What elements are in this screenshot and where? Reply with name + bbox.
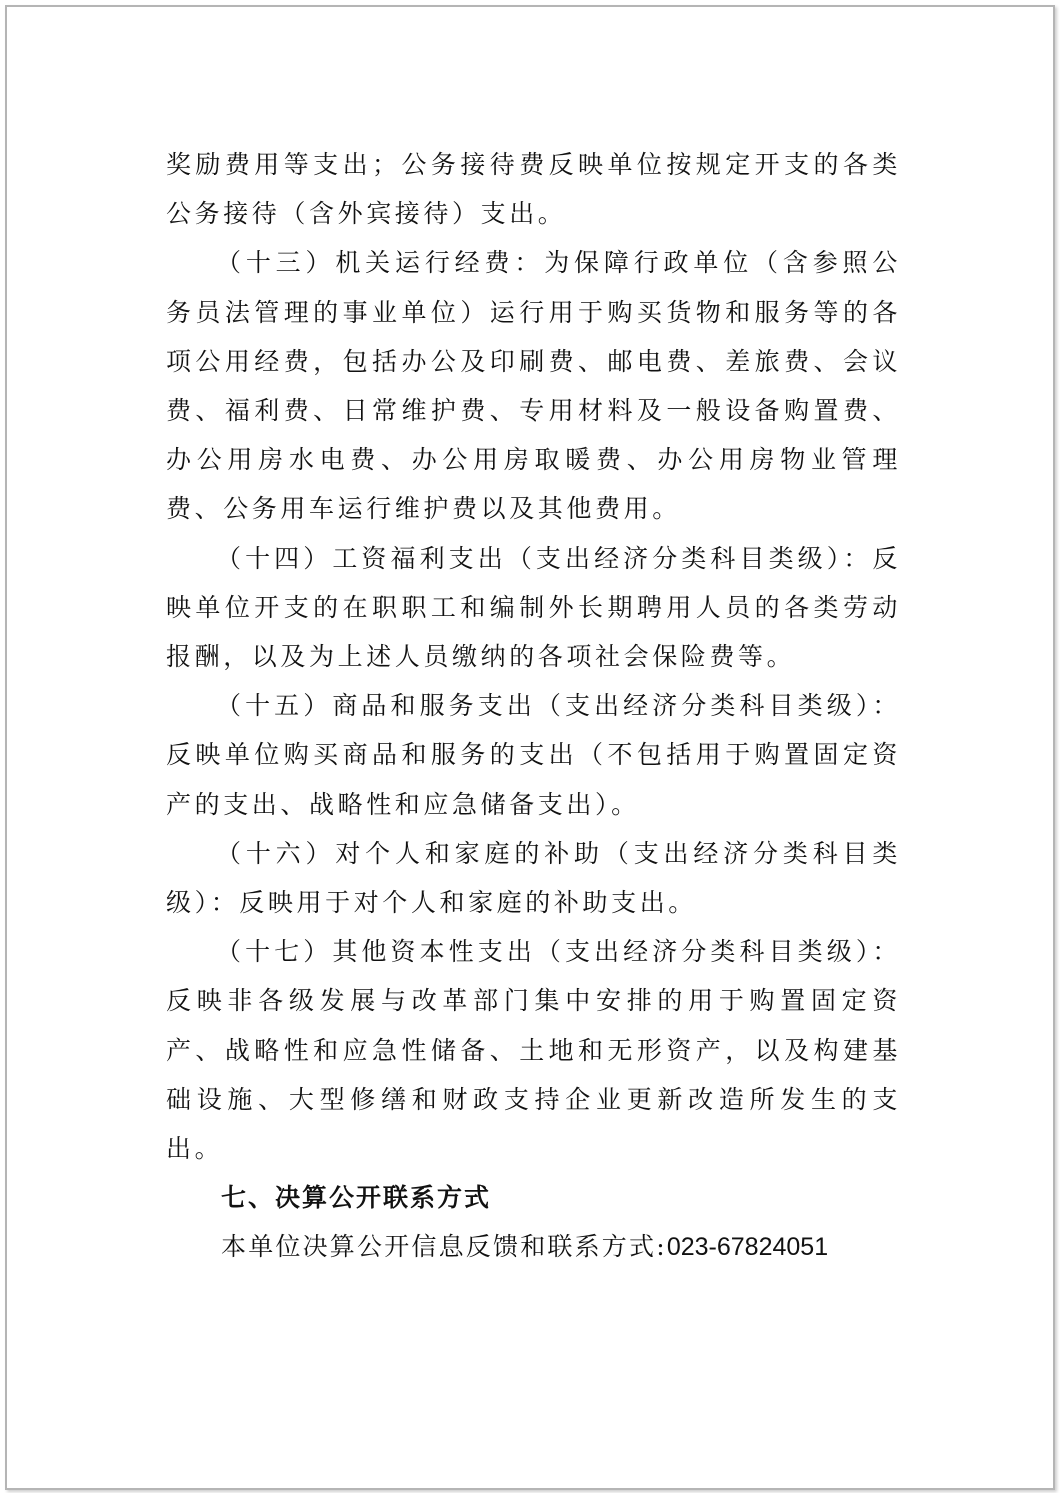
paragraph-item-15: （十五）商品和服务支出（支出经济分类科目类级）：反映单位购买商品和服务的支出（不包括用于购置固定资产的支出、战略性和应急储备支出）。	[166, 691, 901, 819]
paragraph-continuation: 奖励费用等支出；公务接待费反映单位按规定开支的各类公务接待（含外宾接待）支出。	[166, 150, 901, 229]
contact-phone: 023-67824051	[666, 1233, 829, 1262]
paragraph-item-13: （十三）机关运行经费：为保障行政单位（含参照公务员法管理的事业单位）运行用于购买货物和服务等的各项公用经费，包括办公及印刷费、邮电费、差旅费、会议费、福利费、日常维护费、专用材料及一般设备购置费、办公用房水电费、办公用房取暖费、办公用房物业管理费、公务用车运行维护费以及其他费用。	[166, 248, 901, 524]
contact-label: 本单位决算公开信息反馈和联系方式:	[221, 1232, 667, 1262]
contact-line	[166, 1222, 901, 1272]
paragraph-item-16: （十六）对个人和家庭的补助（支出经济分类科目类级）：反映用于对个人和家庭的补助支出。	[166, 838, 901, 918]
section-7-heading: 七、决算公开联系方式	[221, 1183, 492, 1213]
paragraph-item-14: （十四）工资福利支出（支出经济分类科目类级）：反映单位开支的在职职工和编制外长期聘用人员的各类劳动报酬，以及为上述人员缴纳的各项社会保险费等。	[166, 543, 901, 672]
paragraph-item-17: （十七）其他资本性支出（支出经济分类科目类级）：反映非各级发展与改革部门集中安排的用于购置固定资产、战略性和应急性储备、土地和无形资产，以及构建基础设施、大型修缮和财政支持企业更新改造所发生的支出。	[166, 937, 901, 1164]
document-body	[166, 140, 901, 1273]
